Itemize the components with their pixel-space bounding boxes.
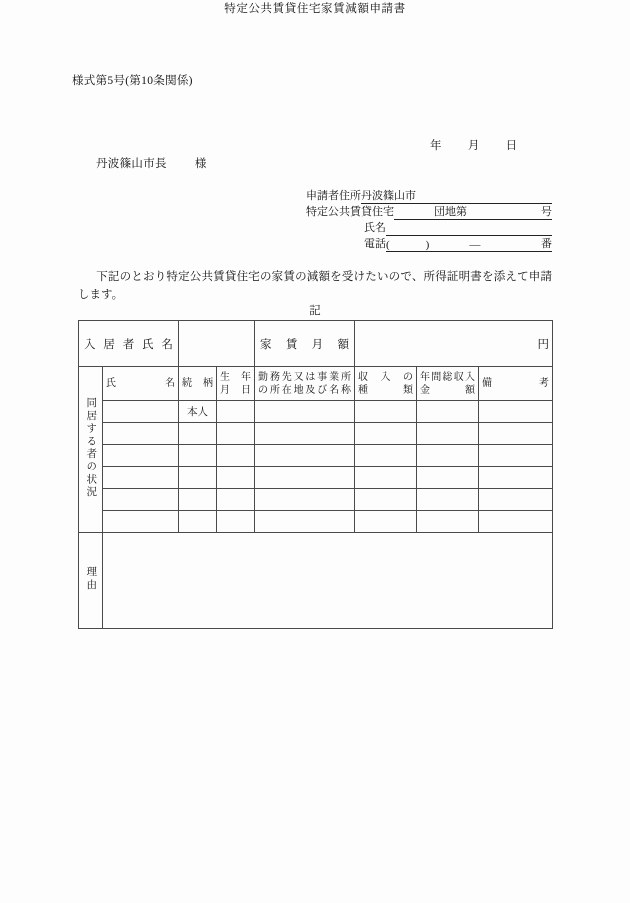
- cell-birth[interactable]: [217, 445, 255, 467]
- cell-income-type[interactable]: [355, 489, 417, 511]
- cell-birth[interactable]: [217, 423, 255, 445]
- body-paragraph: [78, 268, 552, 304]
- header-workplace: [255, 367, 355, 401]
- addressee: [96, 158, 207, 171]
- cell-annual-income[interactable]: [417, 489, 479, 511]
- date-year-label: 年: [430, 140, 442, 152]
- cell-workplace[interactable]: [255, 445, 355, 467]
- header-workplace-line1: 勤務先又は事業所: [258, 371, 351, 383]
- cell-name[interactable]: [103, 423, 179, 445]
- phone-paren-open: (: [386, 239, 390, 251]
- applicant-address-label: 申請者住所: [306, 190, 361, 202]
- cell-income-type[interactable]: [355, 401, 417, 423]
- resident-name-label: [79, 321, 179, 367]
- table-row: [79, 511, 553, 533]
- cell-name[interactable]: [103, 401, 179, 423]
- header-income-type-line2: 種類: [358, 384, 413, 396]
- table-row: [79, 445, 553, 467]
- header-relation-text: 続柄: [182, 378, 213, 389]
- applicant-name-label: 氏名: [364, 222, 386, 234]
- header-annual-income: [417, 367, 479, 401]
- applicant-phone-field[interactable]: [386, 238, 552, 252]
- applicant-address-row: [306, 188, 552, 204]
- header-name-text: 氏名: [106, 378, 175, 389]
- cell-remarks[interactable]: [479, 401, 553, 423]
- cell-annual-income[interactable]: [417, 445, 479, 467]
- rent-label-text: 家賃月額: [260, 338, 349, 351]
- cell-remarks[interactable]: [479, 423, 553, 445]
- reason-value[interactable]: [103, 533, 553, 629]
- applicant-housing-label: 特定公共賃貸住宅: [306, 206, 394, 218]
- table-row: [79, 401, 553, 423]
- rent-label: [255, 321, 355, 367]
- cell-workplace[interactable]: [255, 423, 355, 445]
- header-income-type: [355, 367, 417, 401]
- cell-birth[interactable]: [217, 401, 255, 423]
- cell-remarks[interactable]: [479, 467, 553, 489]
- reason-label: [79, 533, 103, 629]
- table-row: [79, 423, 553, 445]
- applicant-phone-row: [306, 236, 552, 252]
- applicant-address-value: 丹波篠山市: [361, 190, 416, 202]
- body-paragraph-text: 下記のとおり特定公共賃貸住宅の家賃の減額を受けたいので、所得証明書を添えて申請します。: [78, 271, 552, 301]
- cell-relation[interactable]: [179, 467, 217, 489]
- header-workplace-line2: の所在地及び名称: [258, 384, 351, 396]
- resident-name-value[interactable]: [179, 321, 255, 367]
- cell-annual-income[interactable]: [417, 467, 479, 489]
- cell-income-type[interactable]: [355, 423, 417, 445]
- cell-workplace[interactable]: [255, 511, 355, 533]
- housing-unit-label: 号: [541, 206, 552, 218]
- applicant-housing-field[interactable]: [394, 206, 552, 220]
- applicant-block: [306, 188, 552, 252]
- header-annual-income-line2: 金額: [420, 384, 475, 396]
- header-remarks-text: 備考: [482, 378, 550, 389]
- addressee-name: 丹波篠山市長: [96, 158, 167, 170]
- cell-birth[interactable]: [217, 511, 255, 533]
- table-header-row: [79, 367, 553, 401]
- date-day-label: 日: [505, 140, 518, 152]
- cell-workplace[interactable]: [255, 401, 355, 423]
- header-remarks: [479, 367, 553, 401]
- cell-remarks[interactable]: [479, 489, 553, 511]
- ki-marker: 記: [309, 305, 321, 317]
- applicant-name-row: [306, 220, 552, 236]
- table-row-reason: [79, 533, 553, 629]
- table-row-resident: [79, 321, 553, 367]
- header-birthdate: [217, 367, 255, 401]
- cell-relation[interactable]: [179, 423, 217, 445]
- cell-annual-income[interactable]: [417, 511, 479, 533]
- header-name: [103, 367, 179, 401]
- cell-name[interactable]: [103, 511, 179, 533]
- cohabitant-section-label-text: 同居する者の状況: [85, 397, 97, 499]
- date-month-label: 月: [467, 140, 480, 152]
- cell-birth[interactable]: [217, 489, 255, 511]
- date-line: [430, 140, 517, 153]
- header-income-type-line1: 収入の: [358, 371, 413, 383]
- cell-name[interactable]: [103, 467, 179, 489]
- cell-income-type[interactable]: [355, 467, 417, 489]
- cell-remarks[interactable]: [479, 511, 553, 533]
- applicant-address-field[interactable]: [361, 190, 552, 204]
- addressee-honorific: 様: [194, 158, 207, 170]
- cell-remarks[interactable]: [479, 445, 553, 467]
- cell-name[interactable]: [103, 489, 179, 511]
- cell-workplace[interactable]: [255, 489, 355, 511]
- cohabitant-section-label: [79, 367, 103, 533]
- applicant-housing-row: [306, 204, 552, 220]
- cell-relation[interactable]: [179, 489, 217, 511]
- cell-name[interactable]: [103, 445, 179, 467]
- header-annual-income-line1: 年間総収入: [420, 371, 475, 383]
- phone-dash: ―: [469, 239, 481, 251]
- cell-workplace[interactable]: [255, 467, 355, 489]
- resident-name-label-text: 入居者氏名: [84, 338, 173, 351]
- phone-paren-close: ): [425, 239, 430, 251]
- header-relation: [179, 367, 217, 401]
- cell-income-type[interactable]: [355, 511, 417, 533]
- cell-income-type[interactable]: [355, 445, 417, 467]
- applicant-name-field[interactable]: [386, 222, 552, 236]
- housing-danchi-label: 団地第: [434, 206, 467, 218]
- rent-unit: 円: [537, 338, 550, 351]
- applicant-phone-label: 電話: [364, 238, 386, 250]
- form-number: 様式第5号(第10条関係): [72, 75, 193, 87]
- page-title: 特定公共賃貸住宅家賃減額申請書: [224, 3, 406, 15]
- cell-birth[interactable]: [217, 467, 255, 489]
- table-row: [79, 489, 553, 511]
- table-row: [79, 467, 553, 489]
- cell-relation[interactable]: [179, 445, 217, 467]
- cell-relation[interactable]: 本人: [179, 401, 217, 423]
- cell-relation[interactable]: [179, 511, 217, 533]
- phone-suffix-label: 番: [541, 238, 552, 250]
- cell-annual-income[interactable]: [417, 401, 479, 423]
- rent-value-cell[interactable]: [355, 321, 553, 367]
- reason-label-text: 理由: [85, 566, 97, 592]
- cell-annual-income[interactable]: [417, 423, 479, 445]
- header-birthdate-line1: 生年: [220, 371, 251, 383]
- application-table: [78, 320, 553, 629]
- header-birthdate-line2: 月日: [220, 384, 251, 396]
